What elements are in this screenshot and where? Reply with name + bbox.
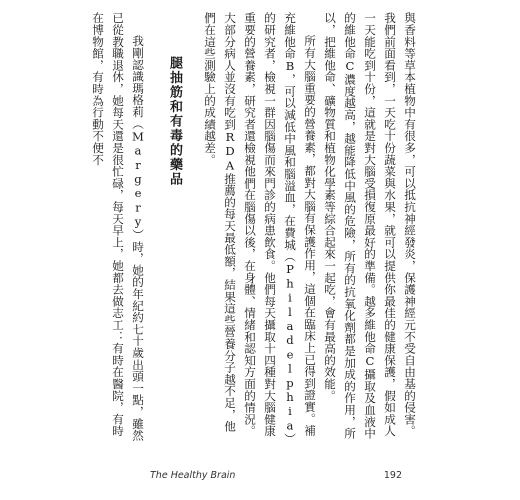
footer-book-title: The Healthy Brain (150, 470, 236, 481)
page-number: 192 (383, 470, 402, 481)
section-heading: 腿抽筋和有毒的藥品 (167, 56, 182, 187)
paragraph-margery: 我剛認識瑪格莉（Margery）時，她的年紀約七十歲出頭一點，雖然已從教職退休，她每天還是很忙碌，每天早上，她都去做志工：有時在醫院，有時在博物館，有時為行動不便不 (91, 12, 145, 442)
paragraph-nutrients: 所有大腦重要的營養素，都對大腦有保護作用，這個在臨床上已得到證實。補充維他命B，可以減低中風和腦溢血，在費城（Philadelphia）的研究者，檢視一群因腦傷而來門診的病患飲食。他們每天攝取十四種對大腦健康重要的營養素，研究者還檢視他們在腦傷以後，在身體、情緒和認知方面的情況。大部分病人並沒有吃到RDA推薦的每天最低額，結果這些營養分子越不足，他們在這些測驗上的成績越差。 (203, 12, 317, 439)
vertical-text-block (88, 12, 420, 442)
paragraph-antioxidants: 與香料等草本植物中有很多，可以抵抗神經發炎，保護神經元不受自由基的侵害。我們前面看到，一天吃十份蔬菜與水果，就可以提供你最佳的健康保護，假如成人一天能吃到十份，這就是對大腦受損復原最好的準備。越多維他命C攝取及血液中的維他命C濃度越高，越能降低中風的危險，所有的抗氧化劑都是加成的作用，所以，把維他命、礦物質和植物化學素等綜合起來一起吃，會有最高的效能。 (323, 12, 417, 440)
page-footer (150, 470, 402, 481)
